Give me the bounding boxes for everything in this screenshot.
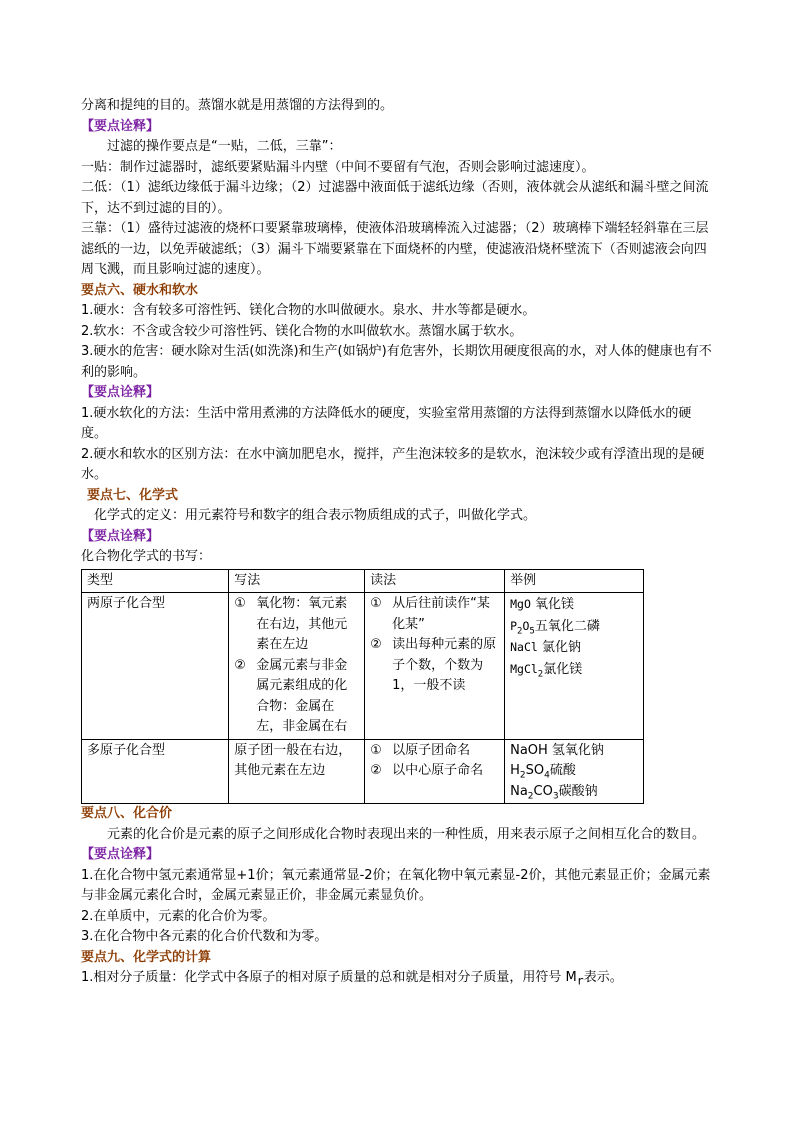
row2-reading-1: 以原子团命名 bbox=[392, 742, 471, 758]
table-row bbox=[82, 739, 644, 804]
s8-definition: 元素的化合价是元素的原子之间形成化合物时表现出来的一种性质，用来表示原子之间相互化合的数目。 bbox=[107, 826, 706, 842]
note-label: 【要点诠释】 bbox=[81, 385, 160, 400]
section-7-title: 要点七、化学式 bbox=[87, 487, 179, 503]
row1-type: 两原子化合型 bbox=[82, 593, 229, 740]
header-reading: 读法 bbox=[365, 569, 505, 593]
s7-definition: 化学式的定义：用元素符号和数字的组合表示物质组成的式子，叫做化学式。 bbox=[94, 508, 537, 523]
row1-reading: ① 从后往前读作“某化某” ② 读出每种元素的原子个数，个数为1，一般不读 bbox=[365, 593, 505, 740]
example-h2so4: $H_2SO_4$硫酸 bbox=[510, 763, 576, 781]
s8-note-3: 3.在化合物中各元素的化合价代数和为零。 bbox=[81, 929, 328, 944]
header-writing: 写法 bbox=[229, 569, 365, 593]
top-text: 分离和提纯的目的。蒸馏水就是用蒸馏的方法得到的。 bbox=[81, 98, 394, 113]
section-9-title: 要点九、化学式的计算 bbox=[81, 949, 212, 965]
note-label: 【要点诠释】 bbox=[81, 528, 160, 544]
example-naoh: NaOH 氢氧化钠 bbox=[510, 742, 604, 758]
note-label: 【要点诠释】 bbox=[81, 847, 160, 862]
s6-line-3: 3.硬水的危害：硬水除对生活(如洗涤)和生产(如锅炉)有危害外，长期饮用硬度很高的水，对人体的健康也有不利的影响。 bbox=[81, 344, 712, 380]
filter-p2: 二低：（1）滤纸边缘低于漏斗边缘；（2）过滤器中液面低于滤纸边缘（否则，液体就会从滤纸和漏斗壁之间流下，达不到过滤的目的）。 bbox=[81, 180, 709, 216]
table-header-row bbox=[82, 569, 644, 593]
section-8-title: 要点八、化合价 bbox=[81, 806, 173, 821]
example-p2o5: $P_2O_5$五氧化二磷 bbox=[510, 618, 600, 636]
example-mgo: MgO 氧化镁 bbox=[510, 597, 575, 612]
row1-examples bbox=[505, 593, 644, 740]
row2-type: 多原子化合型 bbox=[82, 739, 229, 804]
row1-writing-1: 氧化物：氧元素在右边，其他元素在左边 bbox=[256, 596, 348, 652]
filter-intro: 过滤的操作要点是“一贴，二低，三靠”： bbox=[107, 139, 342, 154]
example-na2co3: $Na_2CO_3$碳酸钠 bbox=[510, 783, 598, 802]
table-row bbox=[82, 593, 644, 740]
section-6-title: 要点六、硬水和软水 bbox=[81, 282, 199, 298]
formula-table bbox=[81, 569, 644, 805]
row1-writing-2: 金属元素与非金属元素组成的化合物：金属在左，非金属在右 bbox=[256, 657, 348, 734]
s6-line-2: 2.软水：不含或含较少可溶性钙、镁化合物的水叫做软水。蒸馏水属于软水。 bbox=[81, 323, 523, 339]
s9-line-1: 1.相对分子质量：化学式中各原子的相对原子质量的总和就是相对分子质量，用符号 $M_r$表示。 bbox=[81, 970, 623, 988]
s6-note-2: 2.硬水和软水的区别方法：在水中滴加肥皂水，搅拌，产生泡沫较多的是软水，泡沫较少或有浮渣出现的是硬水。 bbox=[81, 446, 705, 482]
row2-reading: ① 以原子团命名 ② 以中心原子命名 bbox=[365, 739, 505, 804]
example-nacl: NaCl 氯化钠 bbox=[510, 640, 581, 655]
s6-note-1: 1.硬水软化的方法：生活中常用煮沸的方法降低水的硬度，实验室常用蒸馏的方法得到蒸馏水以降低水的硬度。 bbox=[81, 405, 692, 441]
s6-line-1: 1.硬水：含有较多可溶性钙、镁化合物的水叫做硬水。泉水、井水等都是硬水。 bbox=[81, 303, 536, 318]
row2-examples bbox=[505, 739, 644, 804]
table-caption: 化合物化学式的书写： bbox=[81, 549, 212, 564]
row1-reading-2: 读出每种元素的原子个数，个数为1，一般不读 bbox=[392, 637, 497, 693]
filter-p3: 三靠：（1）盛待过滤液的烧杯口要紧靠玻璃棒，使液体沿玻璃棒流入过滤器；（2）玻璃棒下端轻轻斜靠在三层滤纸的一边，以免弄破滤纸；（3）漏斗下端要紧靠在下面烧杯的内壁，使滤液沿烧杯壁流下（否则滤液会向四周飞溅，而且影响过滤的速度）。 bbox=[81, 221, 709, 277]
s8-note-1: 1.在化合物中氢元素通常显+1价；氧元素通常显-2价；在氧化物中氧元素显-2价，其他元素显正价；金属元素与非金属元素化合时，金属元素显正价，非金属元素显负价。 bbox=[81, 867, 711, 903]
row2-writing: 原子团一般在右边，其他元素在左边 bbox=[229, 739, 365, 804]
s8-note-2: 2.在单质中，元素的化合价为零。 bbox=[81, 908, 276, 924]
row2-reading-2: 以中心原子命名 bbox=[392, 763, 484, 778]
document-page bbox=[81, 96, 713, 989]
note-label: 【要点诠释】 bbox=[81, 118, 160, 134]
row1-reading-1: 从后往前读作“某化某” bbox=[392, 596, 490, 632]
filter-p1: 一贴：制作过滤器时，滤纸要紧贴漏斗内壁（中间不要留有气泡，否则会影响过滤速度）。 bbox=[81, 159, 595, 175]
example-mgcl2: MgCl$_2$氯化镁 bbox=[510, 661, 583, 679]
row1-writing: ① 氧化物：氧元素在右边，其他元素在左边 ② 金属元素与非金属元素组成的化合物：金属在左，非金属在右 bbox=[229, 593, 365, 740]
header-example: 举例 bbox=[505, 569, 644, 593]
header-type: 类型 bbox=[82, 569, 229, 593]
